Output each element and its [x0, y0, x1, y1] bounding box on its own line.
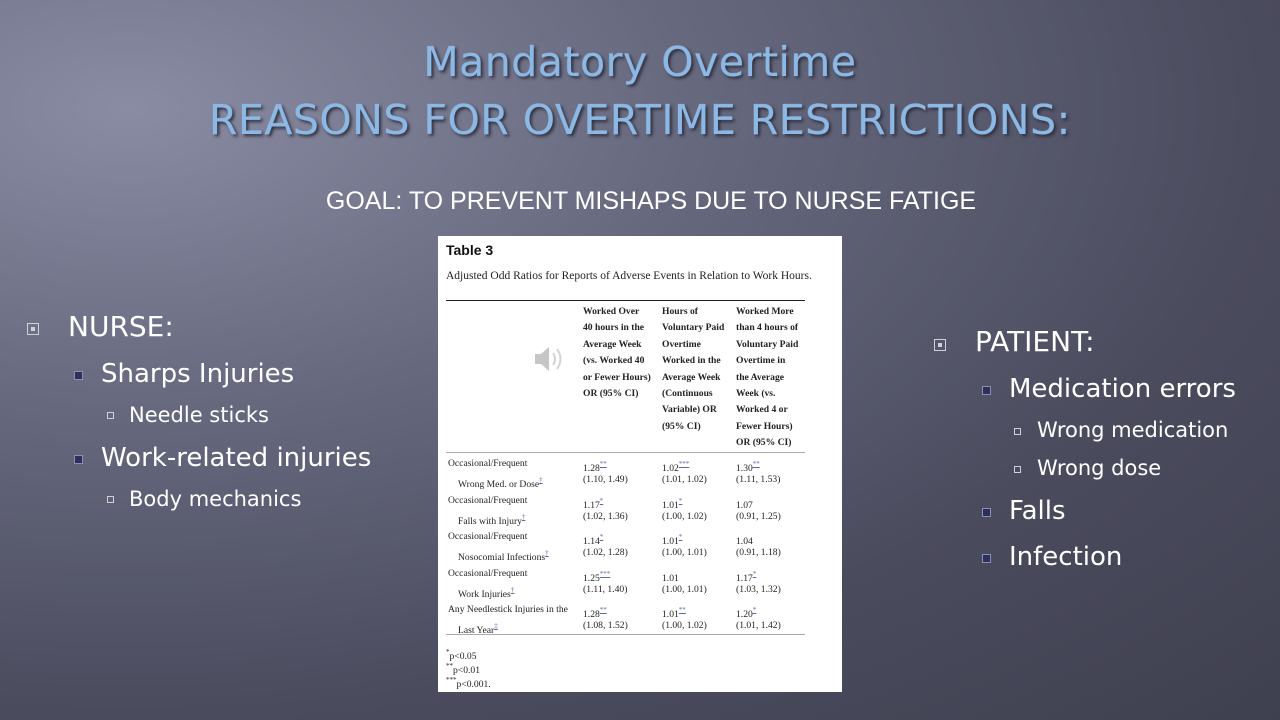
- confidence-interval: (1.00, 1.02): [662, 510, 707, 522]
- column-header-line: Week (vs.: [736, 388, 776, 400]
- odds-ratio: 1.04: [736, 536, 753, 547]
- column-header-line: Worked 4 or: [736, 404, 788, 416]
- goal-text: GOAL: TO PREVENT MISHAPS DUE TO NURSE FATIGE: [325, 187, 977, 215]
- list-subitem: Body mechanics: [129, 487, 302, 511]
- patient-heading: PATIENT:: [975, 325, 1095, 358]
- slide-subtitle: REASONS FOR OVERTIME RESTRICTIONS:: [209, 96, 1071, 144]
- row-label: Wrong Med. or Dose†: [458, 476, 543, 490]
- column-header-line: OR (95% CI): [583, 388, 639, 400]
- confidence-interval: (1.01, 1.02): [662, 474, 707, 485]
- confidence-interval: (1.01, 1.42): [736, 620, 781, 631]
- column-header-line: Variable) OR: [662, 404, 717, 416]
- column-header-line: Fewer Hours): [736, 420, 793, 432]
- column-header-line: (Continuous: [662, 388, 713, 400]
- column-header-line: Worked in the: [662, 355, 721, 367]
- table-caption: Adjusted Odd Ratios for Reports of Adverse Events in Relation to Work Hours.: [446, 270, 812, 282]
- bullet-icon: [74, 455, 83, 464]
- column-header-line: Voluntary Paid: [736, 338, 799, 350]
- confidence-interval: (1.11, 1.53): [736, 474, 781, 485]
- list-subitem: Wrong dose: [1037, 456, 1162, 480]
- row-label: Nosocomial Infections†: [458, 549, 549, 563]
- list-item: Infection: [1009, 542, 1123, 572]
- nurse-heading: NURSE:: [68, 310, 174, 343]
- bullet-icon: [982, 508, 991, 517]
- column-header-line: than 4 hours of: [736, 322, 799, 334]
- odds-ratio: 1.14*: [583, 533, 604, 547]
- column-header-line: Voluntary Paid: [662, 322, 725, 334]
- column-header-line: Overtime in: [736, 355, 786, 367]
- odds-ratio: 1.01*: [662, 533, 683, 547]
- slide-title: Mandatory Overtime: [423, 38, 857, 86]
- odds-ratio: 1.25***: [583, 569, 611, 584]
- odds-ratio: 1.01*: [662, 496, 683, 511]
- odds-ratio: 1.02***: [662, 460, 690, 474]
- column-header-line: (95% CI): [662, 420, 701, 432]
- odds-ratio: 1.30**: [736, 460, 760, 474]
- row-label: Occasional/Frequent: [448, 494, 528, 506]
- footnote: *p<0.05: [446, 648, 477, 662]
- column-header-line: 40 hours in the: [583, 322, 645, 334]
- column-header: [736, 304, 798, 452]
- confidence-interval: (1.11, 1.40): [583, 583, 628, 595]
- column-header-line: Average Week: [583, 338, 642, 350]
- confidence-interval: (1.08, 1.52): [583, 620, 628, 631]
- confidence-interval: (1.02, 1.36): [583, 510, 628, 522]
- bullet-icon: [982, 386, 991, 395]
- row-label: Work Injuries†: [458, 585, 515, 600]
- list-subitem: Wrong medication: [1037, 418, 1229, 442]
- column-header-line: Worked More: [736, 306, 794, 317]
- row-label: Occasional/Frequent: [448, 567, 528, 579]
- column-header-line: Hours of: [662, 306, 698, 317]
- confidence-interval: (1.00, 1.01): [662, 547, 707, 558]
- odds-ratio: 1.28**: [583, 606, 607, 620]
- speaker-icon[interactable]: [533, 344, 567, 374]
- table-rule: [446, 452, 805, 453]
- row-label: Falls with Injury†: [458, 512, 526, 527]
- confidence-interval: (1.00, 1.02): [662, 620, 707, 631]
- row-label: Any Needlestick Injuries in the: [448, 604, 568, 615]
- column-header-line: or Fewer Hours): [583, 371, 651, 383]
- bullet-icon: [1014, 466, 1021, 473]
- bullet-icon: [1014, 428, 1021, 435]
- confidence-interval: (1.10, 1.49): [583, 474, 628, 485]
- confidence-interval: (1.03, 1.32): [736, 583, 781, 595]
- table-title: Table 3: [446, 242, 494, 258]
- confidence-interval: (0.91, 1.25): [736, 510, 781, 522]
- column-header-line: Overtime: [662, 338, 701, 350]
- list-item: Sharps Injuries: [101, 359, 295, 389]
- column-header-line: Worked Over: [583, 306, 640, 317]
- confidence-interval: (1.00, 1.01): [662, 583, 707, 595]
- row-label: Occasional/Frequent: [448, 531, 528, 542]
- column-header-line: (vs. Worked 40: [583, 355, 645, 367]
- odds-ratio: 1.01: [662, 572, 679, 584]
- bullet-icon: [27, 323, 39, 335]
- odds-ratio: 1.17*: [583, 496, 604, 511]
- confidence-interval: (1.02, 1.28): [583, 547, 628, 558]
- bullet-icon: [982, 554, 991, 563]
- column-header-line: Average Week: [662, 371, 721, 383]
- bullet-icon: [107, 412, 114, 419]
- table-image: [438, 236, 842, 692]
- list-item: Medication errors: [1009, 374, 1236, 404]
- odds-ratio: 1.28**: [583, 460, 607, 474]
- row-label: Occasional/Frequent: [448, 458, 528, 469]
- column-header: [662, 304, 724, 435]
- bullet-icon: [74, 371, 83, 380]
- odds-ratio: 1.07: [736, 499, 753, 511]
- odds-ratio: 1.01**: [662, 606, 686, 620]
- bullet-icon: [107, 496, 114, 503]
- odds-ratio: 1.17*: [736, 569, 757, 584]
- footnote: ***p<0.001.: [446, 676, 491, 690]
- list-item: Work-related injuries: [101, 443, 372, 473]
- table-rule: [446, 300, 805, 301]
- column-header-line: OR (95% CI): [736, 437, 792, 449]
- bullet-icon: [934, 339, 946, 351]
- column-header: [583, 304, 651, 402]
- column-header-line: the Average: [736, 371, 785, 383]
- footnote: **p<0.01: [446, 662, 480, 676]
- odds-ratio: 1.20*: [736, 606, 757, 620]
- confidence-interval: (0.91, 1.18): [736, 547, 781, 558]
- table-rule: [446, 634, 805, 635]
- row-label: Last Year‡: [458, 622, 498, 636]
- list-subitem: Needle sticks: [129, 403, 269, 427]
- list-item: Falls: [1009, 496, 1066, 526]
